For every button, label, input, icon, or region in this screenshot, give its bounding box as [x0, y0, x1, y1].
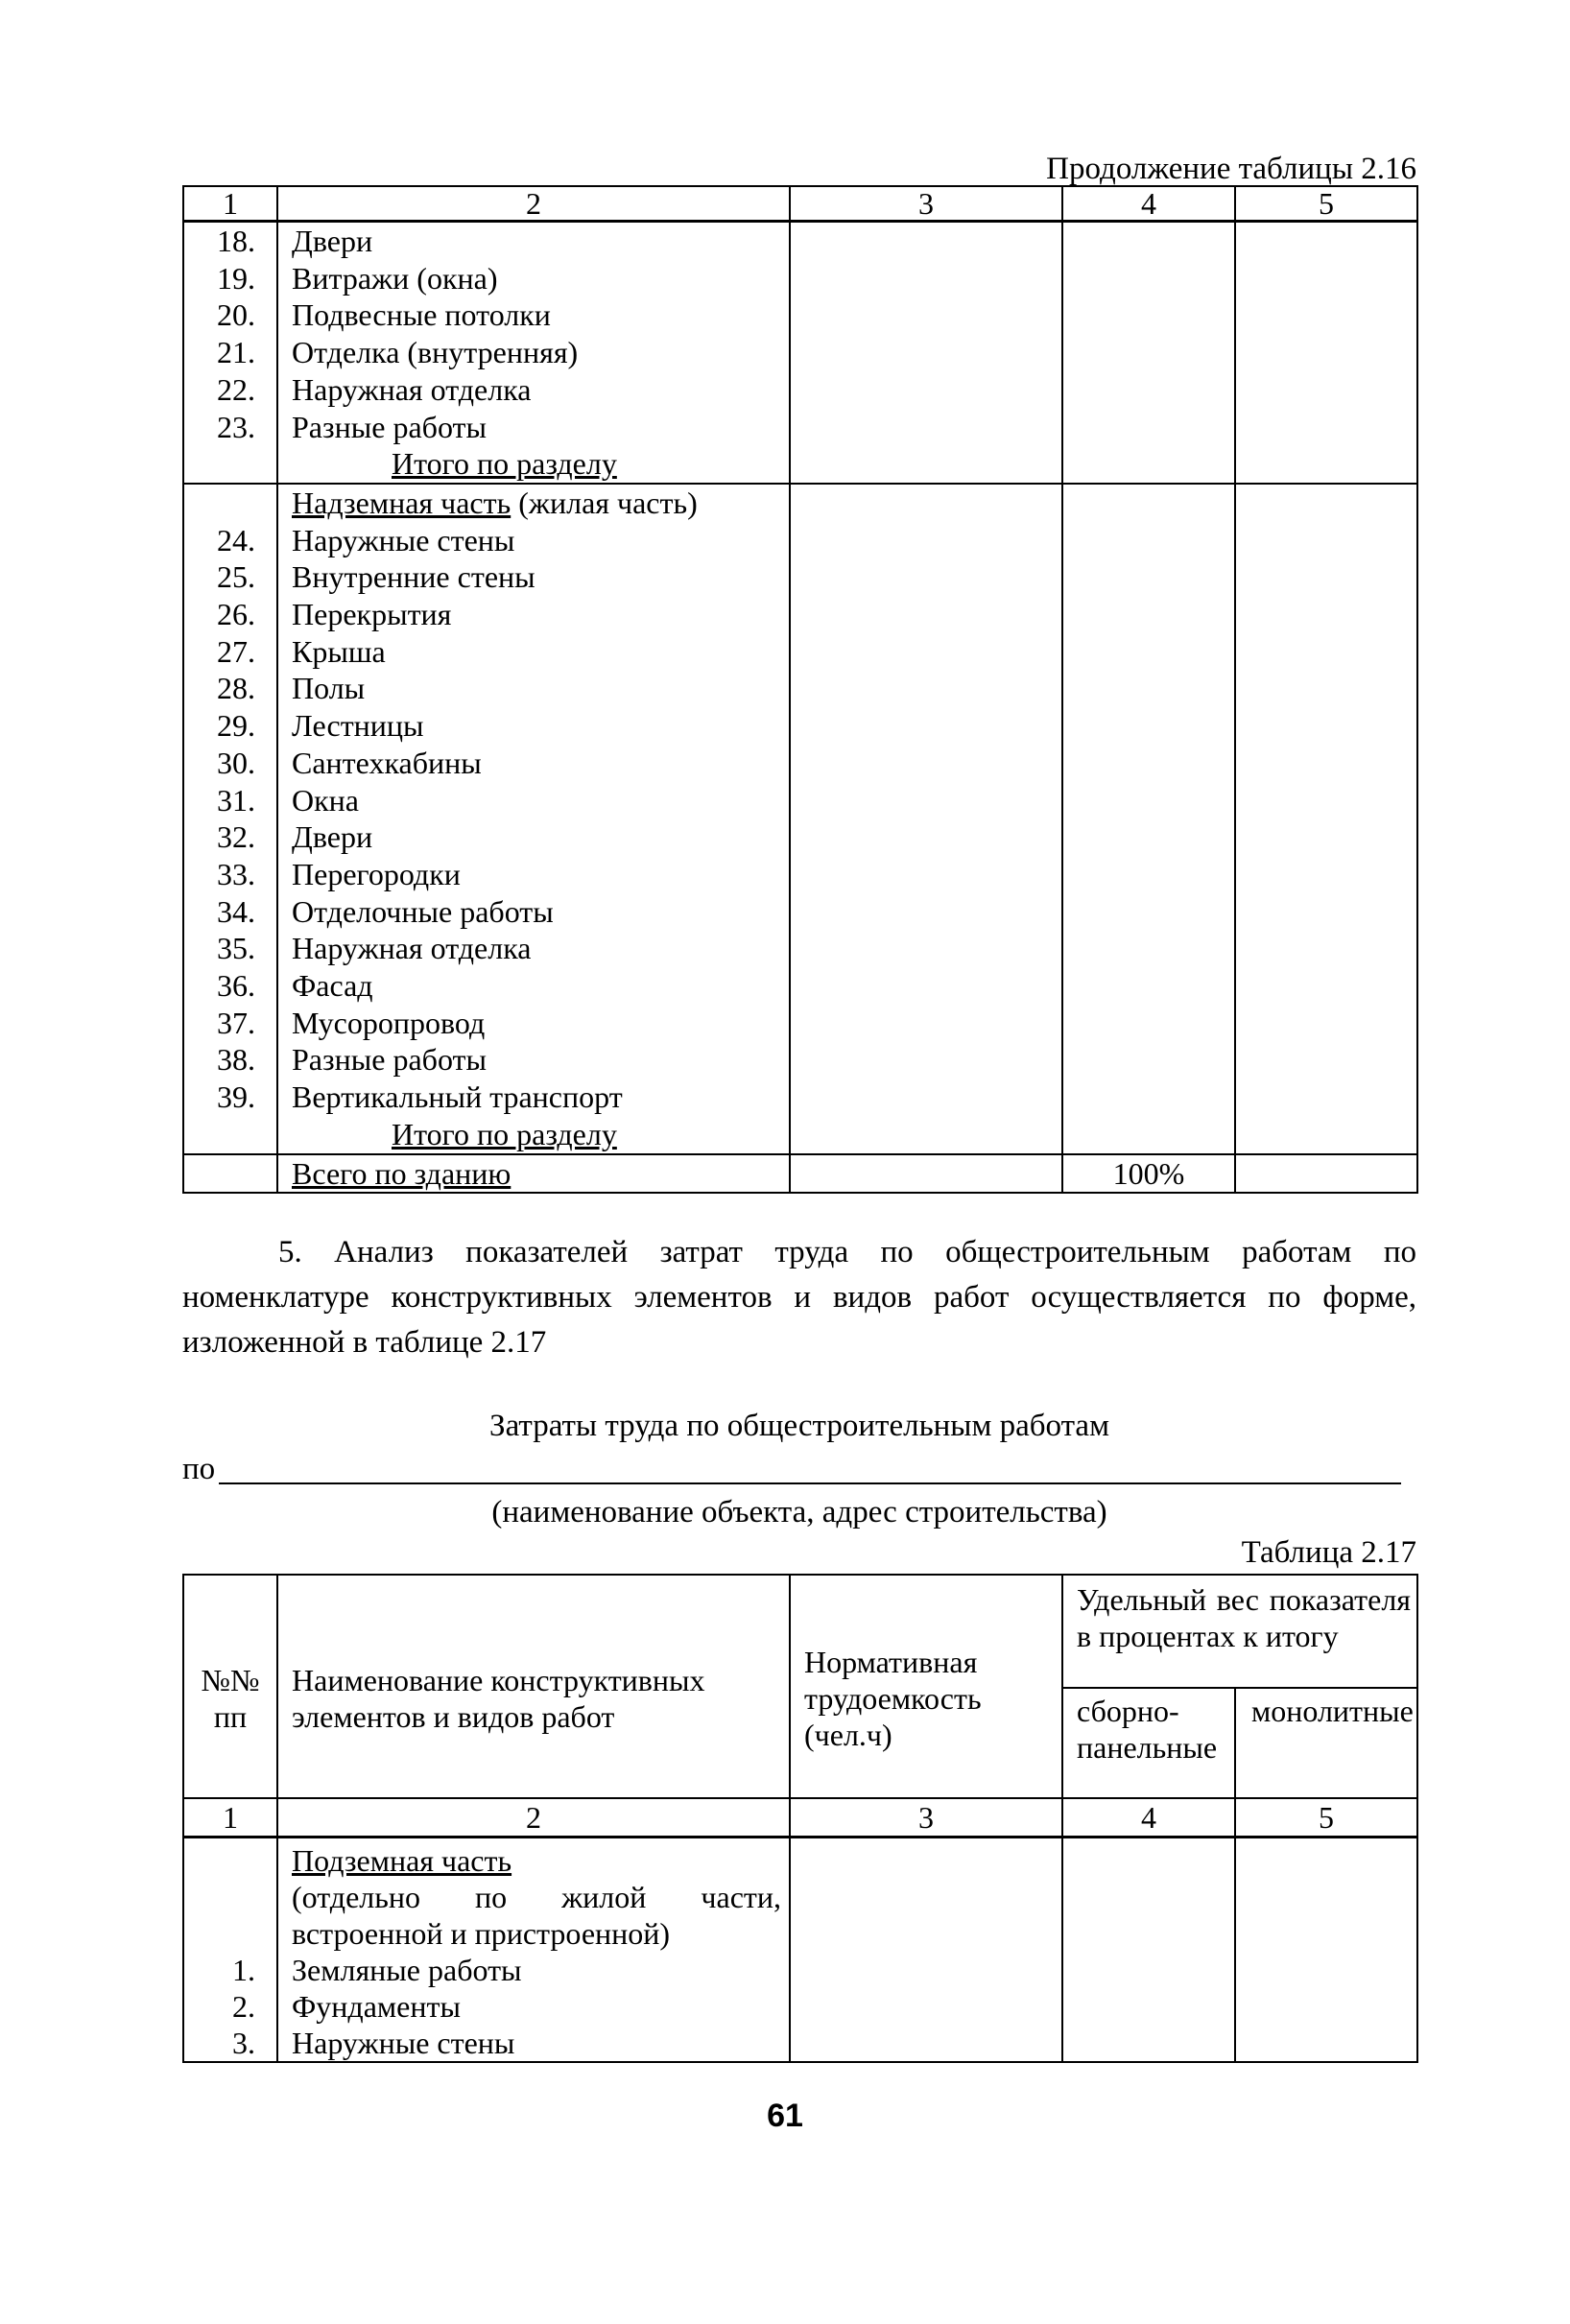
row-number: 22. — [183, 371, 277, 409]
empty-cell — [1235, 707, 1417, 745]
empty-cell — [1062, 1079, 1235, 1116]
header-share: Удельный вес показателя в процентах к итогу — [1062, 1575, 1417, 1688]
row-name: Внутренние стены — [277, 558, 790, 596]
empty-cell — [790, 967, 1062, 1005]
empty-cell — [1235, 856, 1417, 893]
empty-cell — [1235, 633, 1417, 671]
row-name: Мусоропровод — [277, 1005, 790, 1042]
table-row — [183, 670, 1417, 707]
table-row — [183, 522, 1417, 559]
continuation-caption: Продолжение таблицы 2.16 — [1046, 152, 1416, 186]
empty-cell — [1062, 893, 1235, 931]
empty-cell — [1235, 371, 1417, 409]
po-label: по — [182, 1452, 216, 1486]
empty-cell — [790, 782, 1062, 819]
empty-cell — [790, 930, 1062, 967]
row-number: 31. — [183, 782, 277, 819]
subtotal-label: Итого по разделу — [392, 446, 617, 482]
object-hint: (наименование объекта, адрес строительства) — [491, 1495, 1107, 1530]
table-row — [183, 371, 1417, 409]
empty-cell — [1235, 930, 1417, 967]
page-number: 61 — [767, 2098, 803, 2134]
header-prefab: сборно-панельные — [1062, 1688, 1235, 1798]
row-name: Крыша — [277, 633, 790, 671]
table-row — [183, 260, 1417, 297]
empty-cell — [1062, 371, 1235, 409]
row-name: Перегородки — [277, 856, 790, 893]
empty-cell — [1235, 1988, 1417, 2025]
row-number: 2. — [183, 1988, 277, 2025]
section-row — [183, 1838, 1417, 1953]
col-number: 2 — [277, 1798, 790, 1838]
empty-cell — [1235, 596, 1417, 633]
section-title: Подземная часть — [292, 1843, 512, 1878]
empty-cell — [1235, 296, 1417, 334]
empty-cell — [790, 1005, 1062, 1042]
empty-cell — [1062, 260, 1235, 297]
table-row — [183, 818, 1417, 856]
table-2-16 — [182, 185, 1418, 1194]
empty-cell — [790, 409, 1062, 446]
table-row — [183, 856, 1417, 893]
empty-cell — [1235, 1041, 1417, 1079]
header-number: №№ пп — [183, 1575, 277, 1798]
empty-cell — [1235, 409, 1417, 446]
empty-cell — [1062, 818, 1235, 856]
empty-cell — [790, 707, 1062, 745]
total-row — [183, 1154, 1417, 1194]
empty-cell — [1235, 670, 1417, 707]
paragraph-text: 5. Анализ показателей затрат труда по общестроительным работам по номенклатуре конструктивных элементов и видов работ осуществляется по форме, изложенной в таблице 2.17 — [182, 1235, 1416, 1360]
col-number: 3 — [790, 1798, 1062, 1838]
table-row — [183, 596, 1417, 633]
empty-cell — [790, 1079, 1062, 1116]
row-number: 23. — [183, 409, 277, 446]
row-name: Двери — [277, 222, 790, 260]
empty-cell — [1235, 558, 1417, 596]
empty-cell — [1062, 782, 1235, 819]
col-number: 4 — [1062, 1798, 1235, 1838]
row-number: 27. — [183, 633, 277, 671]
header-name: Наименование конструктивных элементов и видов работ — [277, 1575, 790, 1798]
row-number: 32. — [183, 818, 277, 856]
empty-cell — [1235, 818, 1417, 856]
table-row — [183, 967, 1417, 1005]
empty-cell — [790, 633, 1062, 671]
table-row — [183, 296, 1417, 334]
empty-cell — [1062, 1041, 1235, 1079]
empty-cell — [1235, 893, 1417, 931]
col-number: 5 — [1235, 186, 1417, 222]
row-number: 25. — [183, 558, 277, 596]
empty-cell — [1235, 745, 1417, 782]
empty-cell — [790, 1952, 1062, 1988]
empty-cell — [790, 670, 1062, 707]
empty-cell — [1062, 633, 1235, 671]
table-row — [183, 222, 1417, 260]
empty-cell — [1235, 260, 1417, 297]
empty-cell — [790, 745, 1062, 782]
empty-cell — [790, 334, 1062, 371]
table-row — [183, 334, 1417, 371]
empty-cell — [1062, 222, 1235, 260]
empty-cell — [1062, 967, 1235, 1005]
row-name: Отделочные работы — [277, 893, 790, 931]
header-row — [183, 1575, 1417, 1688]
row-number: 3. — [183, 2025, 277, 2062]
row-name: Полы — [277, 670, 790, 707]
empty-cell — [1235, 1079, 1417, 1116]
row-number: 1. — [183, 1952, 277, 1988]
empty-cell — [1062, 745, 1235, 782]
row-number: 36. — [183, 967, 277, 1005]
empty-cell — [790, 522, 1062, 559]
object-line — [182, 1452, 1416, 1486]
row-number: 26. — [183, 596, 277, 633]
empty-cell — [1235, 2025, 1417, 2062]
empty-cell — [790, 596, 1062, 633]
empty-cell — [790, 1988, 1062, 2025]
row-number: 30. — [183, 745, 277, 782]
table-row — [183, 1041, 1417, 1079]
subtotal-label: Итого по разделу — [392, 1116, 617, 1151]
empty-cell — [1062, 558, 1235, 596]
row-name: Сантехкабины — [277, 745, 790, 782]
subtotal-row — [183, 445, 1417, 484]
table-row — [183, 1988, 1417, 2025]
table-row — [183, 633, 1417, 671]
col-number: 2 — [277, 186, 790, 222]
table-row — [183, 1079, 1417, 1116]
table-row — [183, 1005, 1417, 1042]
col-number: 1 — [183, 1798, 277, 1838]
empty-cell — [790, 818, 1062, 856]
row-name: Фундаменты — [277, 1988, 790, 2025]
row-number: 34. — [183, 893, 277, 931]
table-row — [183, 893, 1417, 931]
empty-cell — [1235, 967, 1417, 1005]
empty-cell — [1062, 1005, 1235, 1042]
row-name: Наружная отделка — [277, 371, 790, 409]
col-number: 4 — [1062, 186, 1235, 222]
row-number: 39. — [183, 1079, 277, 1116]
empty-cell — [790, 1041, 1062, 1079]
empty-cell — [790, 893, 1062, 931]
empty-cell — [1062, 409, 1235, 446]
table-2-17-rows — [183, 1952, 1417, 2062]
fill-in-rule — [219, 1482, 1401, 1484]
empty-cell — [1062, 1952, 1235, 1988]
column-number-row — [183, 1798, 1417, 1838]
empty-cell — [1062, 596, 1235, 633]
table-row — [183, 2025, 1417, 2062]
empty-cell — [1235, 1005, 1417, 1042]
body-paragraph — [182, 1230, 1416, 1365]
total-percent: 100% — [1062, 1154, 1235, 1194]
empty-cell — [1062, 930, 1235, 967]
table-row — [183, 707, 1417, 745]
col-number: 1 — [183, 186, 277, 222]
table-row — [183, 930, 1417, 967]
row-number: 29. — [183, 707, 277, 745]
section-title-row — [183, 484, 1417, 522]
row-number: 18. — [183, 222, 277, 260]
row-name: Наружные стены — [277, 522, 790, 559]
table-row — [183, 1952, 1417, 1988]
row-number: 33. — [183, 856, 277, 893]
row-number: 35. — [183, 930, 277, 967]
row-name: Двери — [277, 818, 790, 856]
empty-cell — [1062, 296, 1235, 334]
group-1-rows — [183, 222, 1417, 446]
empty-cell — [1235, 1952, 1417, 1988]
row-name: Земляные работы — [277, 1952, 790, 1988]
table-row — [183, 745, 1417, 782]
header-monolith: монолитные — [1235, 1688, 1417, 1798]
row-number: 21. — [183, 334, 277, 371]
row-number: 38. — [183, 1041, 277, 1079]
empty-cell — [1062, 670, 1235, 707]
subtotal-row — [183, 1116, 1417, 1154]
row-name: Вертикальный транспорт — [277, 1079, 790, 1116]
empty-cell — [790, 2025, 1062, 2062]
row-name: Лестницы — [277, 707, 790, 745]
empty-cell — [790, 558, 1062, 596]
empty-cell — [1235, 222, 1417, 260]
empty-cell — [1235, 782, 1417, 819]
row-name: Разные работы — [277, 409, 790, 446]
form-title: Затраты труда по общестроительным работам — [489, 1409, 1109, 1443]
empty-cell — [1062, 334, 1235, 371]
section-suffix: (жилая часть) — [511, 485, 698, 520]
row-name: Окна — [277, 782, 790, 819]
row-name: Подвесные потолки — [277, 296, 790, 334]
empty-cell — [1062, 522, 1235, 559]
empty-cell — [790, 371, 1062, 409]
table-row — [183, 558, 1417, 596]
empty-cell — [1235, 522, 1417, 559]
col-number: 3 — [790, 186, 1062, 222]
column-number-row — [183, 186, 1417, 222]
section-title: Надземная часть — [292, 485, 511, 520]
row-number: 37. — [183, 1005, 277, 1042]
empty-cell — [1062, 1988, 1235, 2025]
empty-cell — [1062, 2025, 1235, 2062]
row-name: Витражи (окна) — [277, 260, 790, 297]
row-name: Разные работы — [277, 1041, 790, 1079]
row-name: Фасад — [277, 967, 790, 1005]
total-label: Всего по зданию — [292, 1155, 511, 1191]
row-number: 24. — [183, 522, 277, 559]
table-row — [183, 782, 1417, 819]
table-2-17-caption: Таблица 2.17 — [1241, 1535, 1416, 1570]
empty-cell — [790, 222, 1062, 260]
empty-cell — [790, 296, 1062, 334]
row-name: Отделка (внутренняя) — [277, 334, 790, 371]
row-name: Перекрытия — [277, 596, 790, 633]
empty-cell — [1062, 707, 1235, 745]
empty-cell — [790, 260, 1062, 297]
empty-cell — [1062, 856, 1235, 893]
group-2-rows — [183, 522, 1417, 1116]
row-number: 28. — [183, 670, 277, 707]
table-row — [183, 409, 1417, 446]
table-2-17 — [182, 1574, 1418, 2063]
section-note: (отдельно по жилой части, встроенной и пристроенной) — [292, 1880, 781, 1951]
col-number: 5 — [1235, 1798, 1417, 1838]
empty-cell — [790, 856, 1062, 893]
row-name: Наружные стены — [277, 2025, 790, 2062]
row-number: 19. — [183, 260, 277, 297]
header-norm: Нормативная трудоемкость (чел.ч) — [790, 1575, 1062, 1798]
row-number: 20. — [183, 296, 277, 334]
row-name: Наружная отделка — [277, 930, 790, 967]
empty-cell — [1235, 334, 1417, 371]
